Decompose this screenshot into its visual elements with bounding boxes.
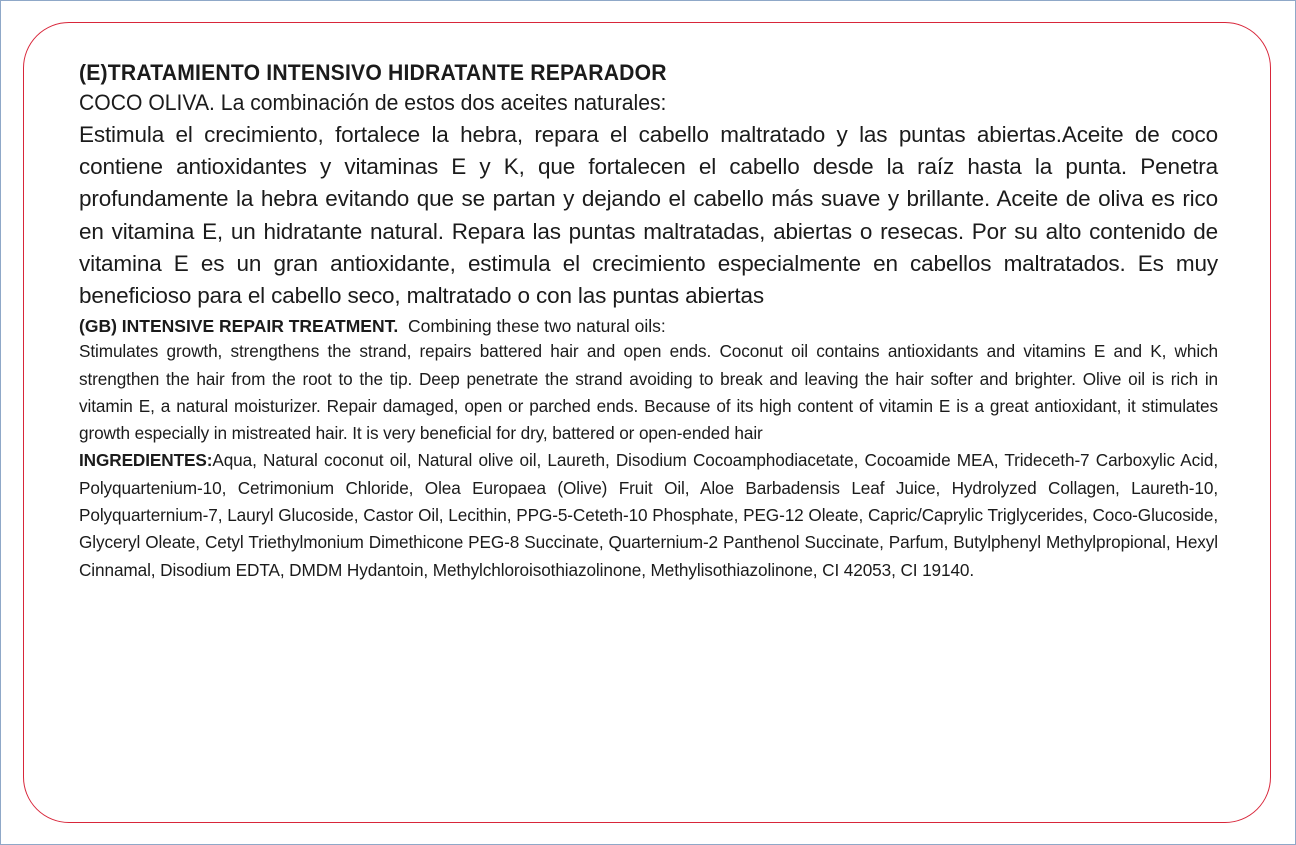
es-subtitle: COCO OLIVA. La combinación de estos dos aceites naturales: — [79, 90, 667, 115]
ingredients-heading: INGREDIENTES: — [79, 450, 213, 471]
gb-heading: (GB) INTENSIVE REPAIR TREATMENT. — [79, 316, 399, 337]
label-content — [79, 59, 1218, 584]
ingredients-paragraph — [79, 447, 1218, 583]
es-body: Estimula el crecimiento, fortalece la hebra, repara el cabello maltratado y las puntas abiertas.Aceite de coco contiene antioxidantes y vitaminas E y K, que fortalecen el cabello desde la raíz hasta la punta. Penetra profundamente la hebra evitando que se partan y dejando el cabello más suave y brillante. Aceite de oliva es rico en vitamina E, un hidratante natural. Repara las puntas maltratadas, abiertas o resecas. Por su alto contenido de vitamina E es un gran antioxidante, estimula el crecimiento especialmente en cabellos maltratados. Es muy beneficioso para el cabello seco, maltratado o con las puntas abiertas — [79, 122, 1218, 309]
gb-heading-line — [79, 314, 1218, 338]
gb-intro: Combining these two natural oils: — [407, 316, 666, 337]
ingredients-list: Aqua, Natural coconut oil, Natural olive oil, Laureth, Disodium Cocoamphodiacetate, Cocoamide MEA, Trideceth-7 Carboxylic Acid, Polyquartenium-10, Cetrimonium Chloride, Olea Europaea (Olive) Fruit Oil, Aloe Barbadensis Leaf Juice, Hydrolyzed Collagen, Laureth-10, Polyquarternium-7, Lauryl Glucoside, Castor Oil, Lecithin, PPG-5-Ceteth-10 Phosphate, PEG-12 Oleate, Capric/Caprylic Triglycerides, Coco-Glucoside, Glyceryl Oleate, Cetyl Triethylmonium Dimethicone PEG-8 Succinate, Quarternium-2 Panthenol Succinate, Parfum, Butylphenyl Methylpropional, Hexyl Cinnamal, Disodium EDTA, DMDM Hydantoin, Methylchloroisothiazolinone, Methylisothiazolinone, CI 42053, CI 19140. — [79, 450, 1218, 580]
es-title: (E)TRATAMIENTO INTENSIVO HIDRATANTE REPARADOR — [79, 60, 667, 85]
gb-body: Stimulates growth, strengthens the strand, repairs battered hair and open ends. Coconut oil contains antioxidants and vitamins E and K, which strengthen the hair from the root to the tip. Deep penetrate the strand avoiding to break and leaving the hair softer and brighter. Olive oil is rich in vitamin E, a natural moisturizer. Repair damaged, open or parched ends. Because of its high content of vitamin E is a great antioxidant, it stimulates growth especially in mistreated hair. It is very beneficial for dry, battered or open-ended hair — [79, 341, 1218, 444]
